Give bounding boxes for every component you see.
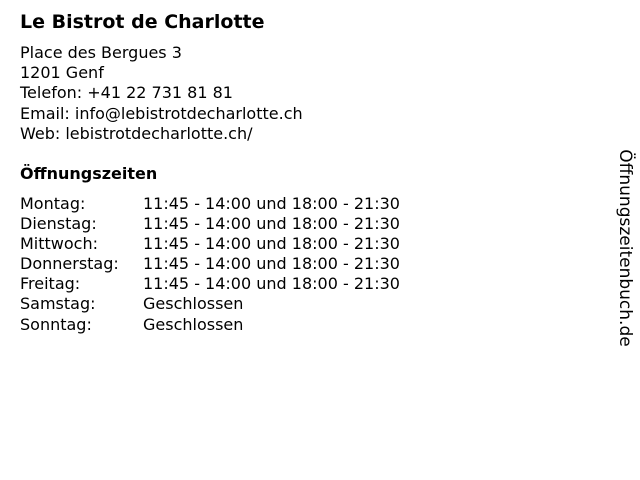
day-hours: Geschlossen [143, 294, 244, 314]
day-hours: 11:45 - 14:00 und 18:00 - 21:30 [143, 254, 400, 274]
address-block [20, 43, 303, 144]
opening-hours-table [20, 194, 400, 335]
phone-number: Telefon: +41 22 731 81 81 [20, 83, 233, 103]
email-address: Email: info@lebistrotdecharlotte.ch [20, 103, 303, 123]
day-label: Freitag: [20, 274, 81, 294]
day-label: Donnerstag: [20, 254, 119, 274]
restaurant-name: Le Bistrot de Charlotte [20, 11, 265, 33]
hours-row-tuesday [20, 214, 400, 234]
day-label: Dienstag: [20, 214, 97, 234]
day-label: Samstag: [20, 294, 96, 314]
day-hours: 11:45 - 14:00 und 18:00 - 21:30 [143, 274, 400, 294]
watermark-text: Öffnungszeitenbuch.de [615, 149, 635, 347]
hours-row-saturday [20, 294, 400, 314]
address-city: 1201 Genf [20, 63, 104, 83]
watermark [612, 132, 638, 364]
address-street: Place des Bergues 3 [20, 43, 182, 62]
hours-row-thursday [20, 254, 400, 274]
opening-hours-heading: Öffnungszeiten [20, 164, 158, 183]
day-label: Montag: [20, 194, 86, 213]
hours-row-wednesday [20, 234, 400, 254]
day-hours: Geschlossen [143, 314, 244, 334]
day-label: Sonntag: [20, 314, 92, 334]
day-hours: 11:45 - 14:00 und 18:00 - 21:30 [143, 194, 400, 213]
day-hours: 11:45 - 14:00 und 18:00 - 21:30 [143, 234, 400, 254]
day-label: Mittwoch: [20, 234, 98, 254]
hours-row-sunday [20, 315, 400, 335]
website: Web: lebistrotdecharlotte.ch/ [20, 123, 253, 143]
day-hours: 11:45 - 14:00 und 18:00 - 21:30 [143, 214, 400, 234]
hours-row-monday [20, 194, 400, 214]
hours-row-friday [20, 274, 400, 294]
